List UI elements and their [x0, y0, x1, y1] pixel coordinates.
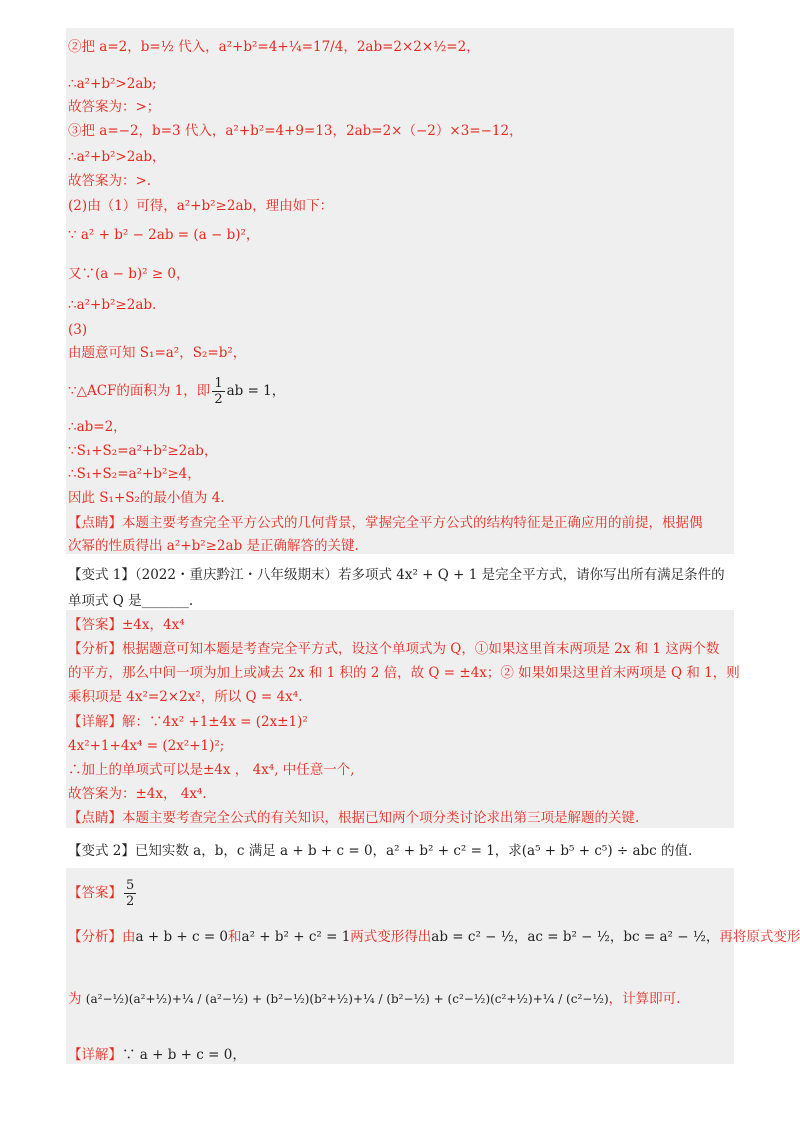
solution-line: ∵S₁+S₂=a²+b²≥2ab， — [68, 443, 218, 459]
answer-1: 【答案】±4x，4x⁴ — [68, 617, 185, 633]
analysis-2-line-2 — [68, 990, 680, 1008]
variant-1-question-cont: 单项式 Q 是_______. — [68, 593, 194, 609]
condition-1: a + b + c = 0 — [135, 929, 229, 945]
solution-line: 故答案为：>. — [68, 173, 152, 189]
identity-line: ∵ a² + b² − 2ab = (a − b)²， — [68, 227, 260, 243]
conjunction-text: 和 — [228, 929, 242, 945]
part-2-heading: (2)由（1）可得，a²+b²≥2ab，理由如下： — [68, 198, 334, 214]
analysis-2-text-end: 再将原式变形 — [719, 929, 800, 945]
answer-2 — [68, 878, 138, 909]
solution-line-3: ③把 a=−2，b=3 代入，a²+b²=4+9=13，2ab=2×（−2）×3=−12， — [68, 123, 523, 139]
triangle-area-line — [68, 376, 285, 407]
solution-line: ∴S₁+S₂=a²+b²≥4， — [68, 466, 201, 482]
analysis-1-line-3: 乘积项是 4x²=2×2x²，所以 Q = 4x⁴. — [68, 689, 303, 705]
solution-line: ∴ab=2， — [68, 419, 127, 435]
analysis-2-label: 【分析】由 — [68, 929, 136, 945]
part-3-heading: (3) — [68, 322, 88, 338]
solution-block-3 — [66, 868, 734, 1064]
remark-line-1: 【点睛】本题主要考查完全平方公式的几何背景，掌握完全平方公式的结构特征是正确应用的前提，根据偶 — [68, 515, 703, 531]
minimum-value-line: 因此 S₁+S₂的最小值为 4. — [68, 490, 225, 506]
triangle-area-text: ∵△ACF的面积为 1，即 — [68, 383, 211, 399]
remark-line-2: 次幂的性质得出 a²+b²≥2ab 是正确解答的关键. — [68, 538, 359, 554]
analysis-2-prefix: 为 — [68, 991, 82, 1007]
fraction-one-half: $\frac{1}{2}$ — [214, 376, 223, 407]
conclusion-line: ∴a²+b²≥2ab. — [68, 297, 157, 313]
detail-2-label: 【详解】 — [68, 1047, 122, 1063]
detail-1-line-3: ∴加上的单项式可以是±4x ， 4x⁴, 中任意一个, — [68, 762, 355, 778]
detail-1-line-2: 4x²+1+4x⁴ = (2x²+1)²; — [68, 738, 225, 754]
detail-2-condition: ∵ a + b + c = 0， — [122, 1047, 246, 1063]
solution-line: ∴a²+b²>2ab， — [68, 149, 166, 165]
analysis-2-suffix: ，计算即可. — [608, 991, 681, 1007]
solution-line: 故答案为：>； — [68, 99, 161, 115]
variant-1-question: 【变式 1】（2022・重庆黔江・八年级期末）若多项式 4x² + Q + 1 是完全平方式，请你写出所有满足条件的 — [68, 567, 725, 583]
transformed-expression: (a²−½)(a²+½)+¼ / (a²−½) + (b²−½)(b²+½)+¼ / (b²−½) + (c²−½)(c²+½)+¼ / (c²−½) — [85, 992, 609, 1006]
solution-line-2: ②把 a=2，b=½ 代入，a²+b²=4+¼=17/4，2ab=2×2×½=2， — [68, 39, 480, 55]
triangle-area-eq: ab = 1， — [226, 383, 286, 399]
analysis-2-text: 两式变形得出 — [350, 929, 432, 945]
condition-2: a² + b² + c² = 1 — [241, 929, 351, 945]
nonnegative-line: 又∵(a − b)² ≥ 0， — [68, 266, 190, 282]
detail-1-line-4: 故答案为：±4x， 4x⁴. — [68, 786, 207, 802]
analysis-1-line-2: 的平方，那么中间一项为加上或减去 2x 和 1 积的 2 倍，故 Q = ±4x；② 如果如果这里首末两项是 Q 和 1，则 — [68, 665, 740, 681]
variant-2-question: 【变式 2】已知实数 a，b，c 满足 a + b + c = 0，a² + b² + c² = 1，求(a⁵ + b⁵ + c⁵) ÷ abc 的值. — [68, 843, 693, 859]
detail-2-line-1 — [68, 1046, 246, 1064]
solution-line: ∴a²+b²>2ab; — [68, 76, 157, 92]
derived-identities: ab = c² − ½，ac = b² − ½，bc = a² − ½， — [431, 929, 720, 945]
detail-1-line-1: 【详解】解：∵4x² +1±4x = (2x±1)² — [68, 714, 308, 730]
remark-1: 【点睛】本题主要考查完全公式的有关知识，根据已知两个项分类讨论求出第三项是解题的关键. — [68, 810, 640, 826]
answer-2-fraction: $\frac{5}{2}$ — [126, 878, 135, 909]
area-definitions: 由题意可知 S₁=a²，S₂=b²， — [68, 345, 247, 361]
answer-2-label: 【答案】 — [68, 885, 122, 901]
analysis-1-line-1: 【分析】根据题意可知本题是考查完全平方式，设这个单项式为 Q，①如果这里首末两项是 2x 和 1 这两个数 — [68, 641, 720, 657]
analysis-2-line-1 — [68, 928, 800, 946]
